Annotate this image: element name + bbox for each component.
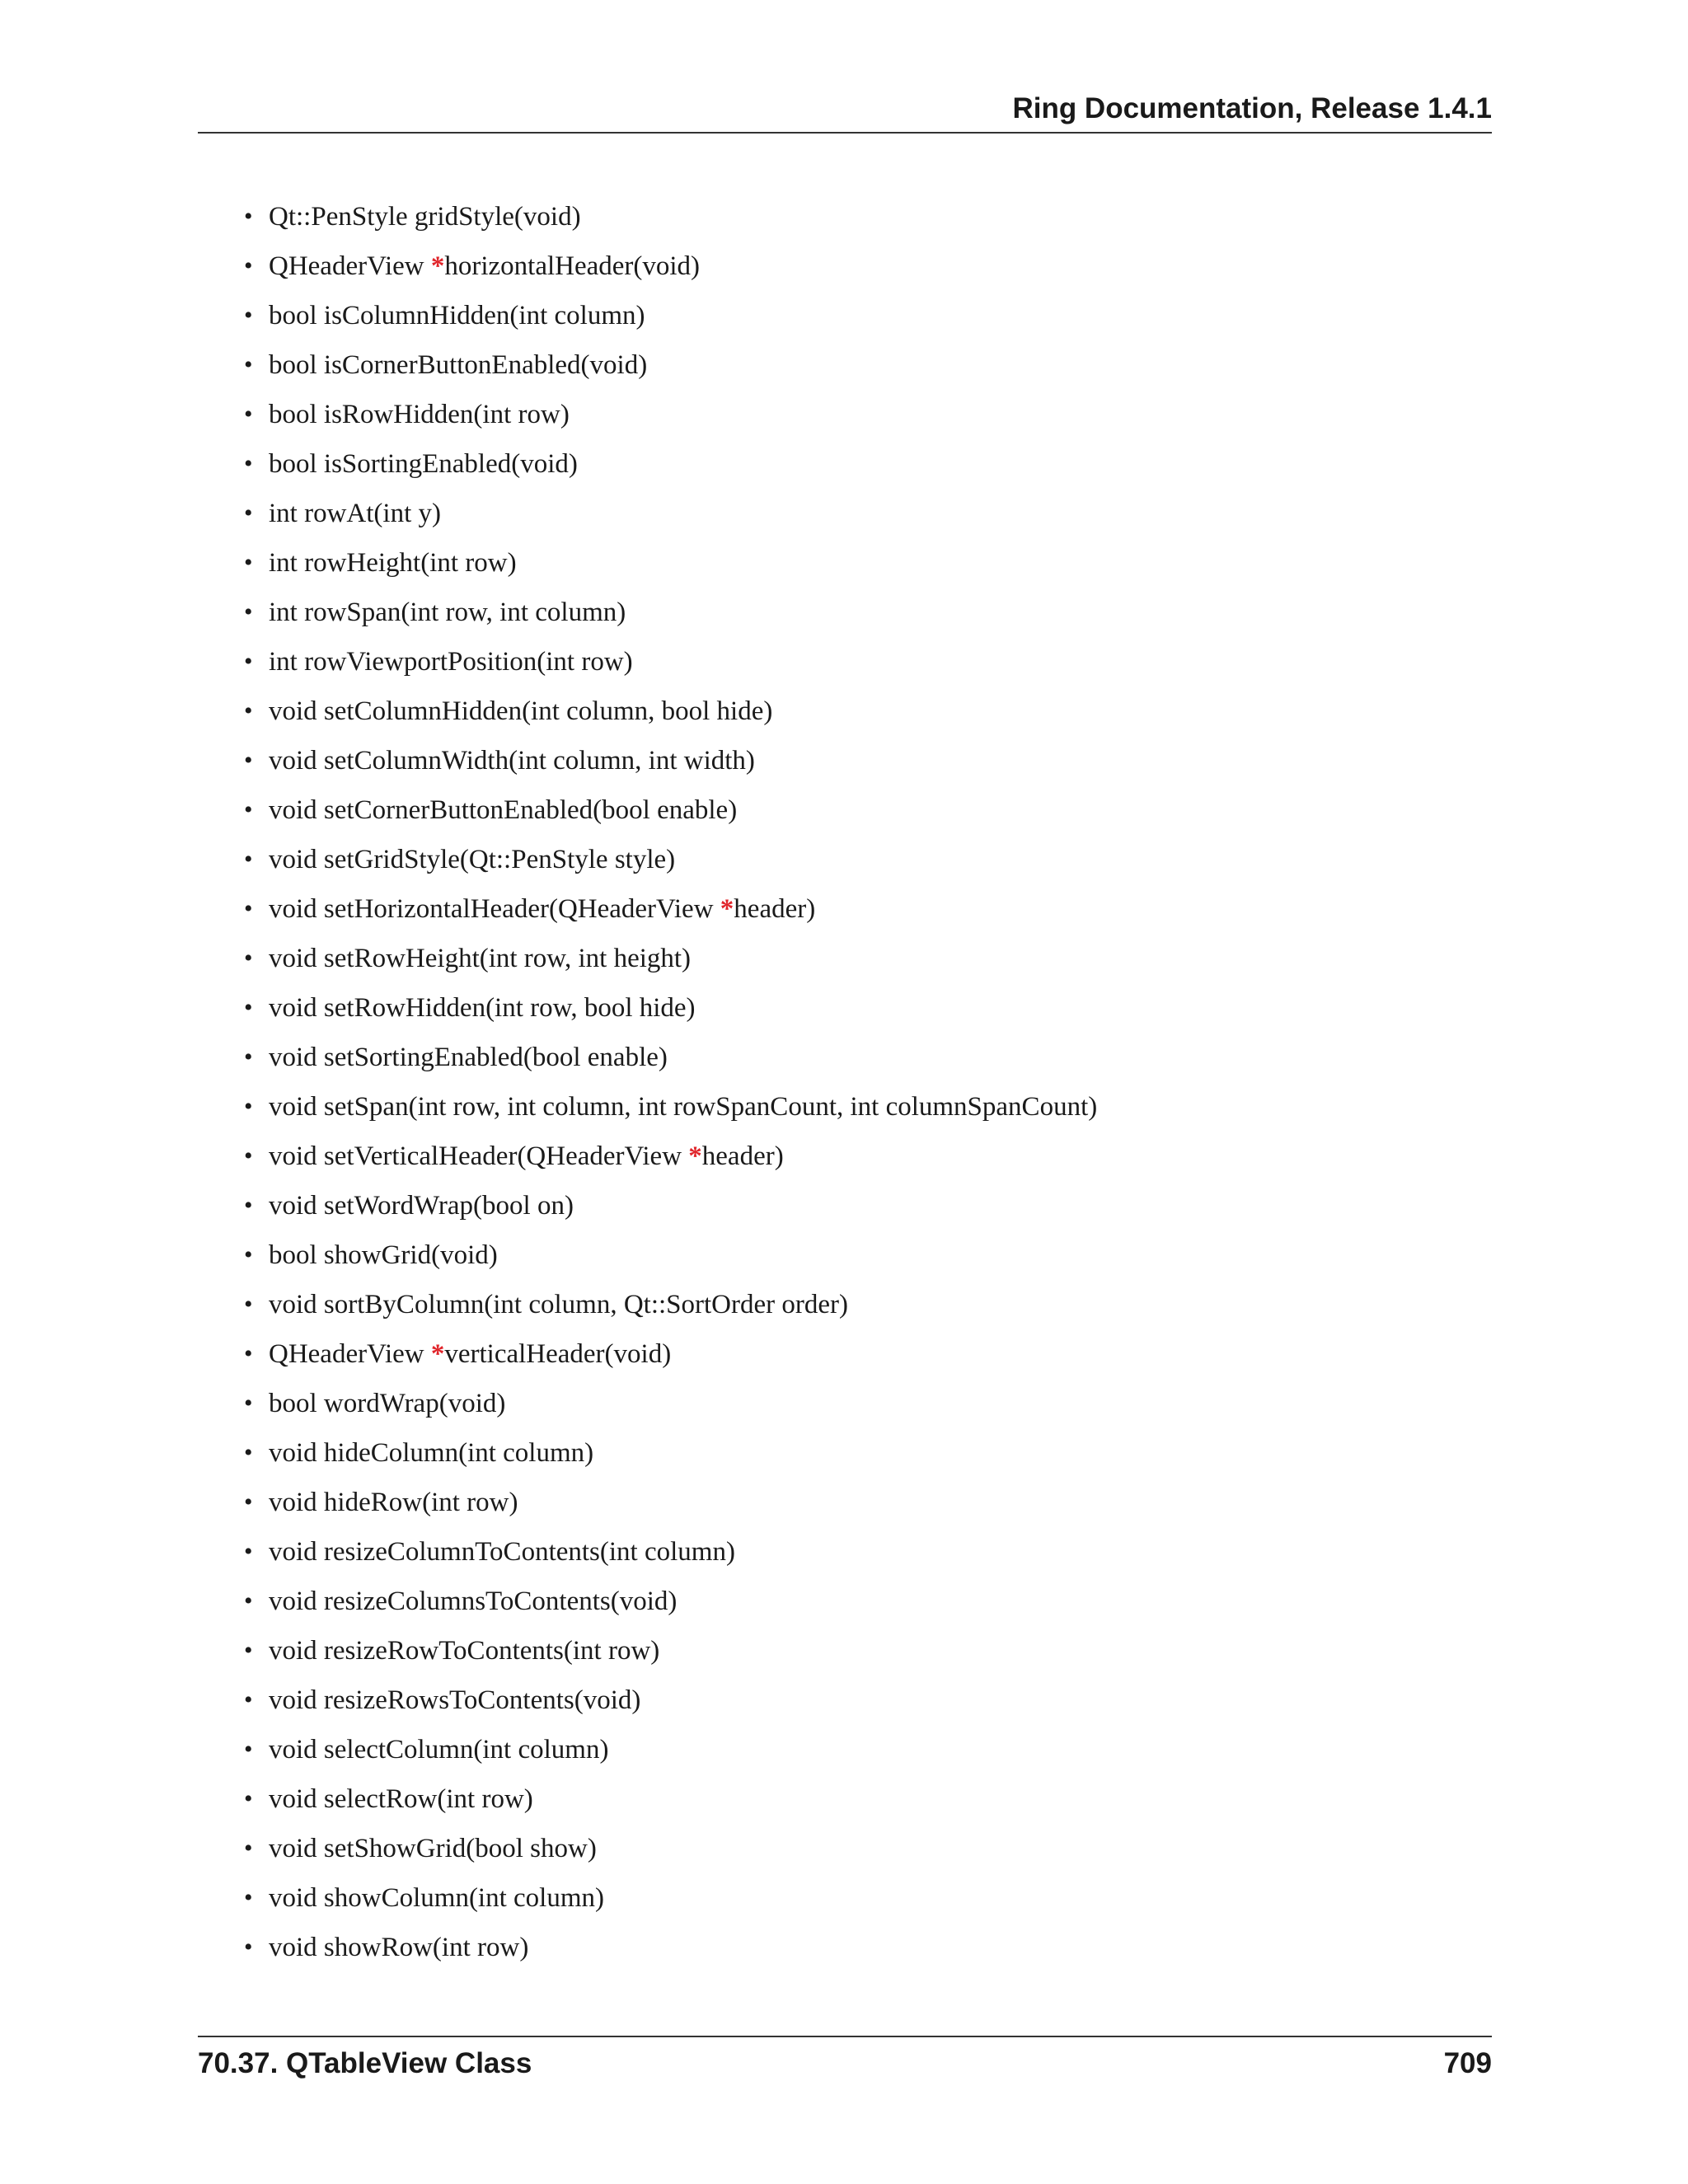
list-item xyxy=(244,1033,1097,1082)
bullet-icon: • xyxy=(244,450,253,477)
bullet-icon: • xyxy=(244,796,253,823)
pointer-asterisk: * xyxy=(430,1339,445,1369)
bullet-icon: • xyxy=(244,401,253,428)
method-signature: void showColumn(int column) xyxy=(269,1883,604,1913)
method-signature: QHeaderView xyxy=(269,251,431,281)
list-item xyxy=(244,983,1097,1033)
bullet-icon: • xyxy=(244,1093,253,1120)
list-item xyxy=(244,736,1097,785)
bullet-icon: • xyxy=(244,994,253,1021)
method-signature: void setVerticalHeader(QHeaderView xyxy=(269,1141,689,1171)
bullet-icon: • xyxy=(244,648,253,675)
method-signature: QHeaderView xyxy=(269,1339,431,1369)
bullet-icon: • xyxy=(244,1736,253,1763)
list-item xyxy=(244,1132,1097,1181)
bullet-icon: • xyxy=(244,302,253,329)
list-item xyxy=(244,1379,1097,1428)
list-item xyxy=(244,1577,1097,1626)
method-signature: void setSpan(int row, int column, int rowSpanCount, int columnSpanCount) xyxy=(269,1092,1098,1122)
bullet-icon: • xyxy=(244,1142,253,1169)
bullet-icon: • xyxy=(244,697,253,724)
list-item xyxy=(244,439,1097,489)
method-signature: bool wordWrap(void) xyxy=(269,1389,506,1418)
bullet-icon: • xyxy=(244,1587,253,1615)
method-signature: void setColumnWidth(int column, int width) xyxy=(269,746,755,776)
list-item xyxy=(244,1824,1097,1873)
list-item xyxy=(244,192,1097,241)
method-signature: void hideColumn(int column) xyxy=(269,1438,594,1468)
bullet-icon: • xyxy=(244,1043,253,1071)
method-signature-rest: horizontalHeader(void) xyxy=(444,251,701,281)
bullet-icon: • xyxy=(244,1637,253,1664)
bullet-icon: • xyxy=(244,895,253,922)
method-list xyxy=(244,192,1097,1972)
bullet-icon: • xyxy=(244,351,253,378)
bullet-icon: • xyxy=(244,1686,253,1713)
list-item xyxy=(244,1181,1097,1230)
method-signature: int rowHeight(int row) xyxy=(269,548,517,578)
page-footer xyxy=(198,2036,1492,2087)
method-signature: bool isCornerButtonEnabled(void) xyxy=(269,350,648,380)
method-signature: int rowSpan(int row, int column) xyxy=(269,598,626,627)
method-signature: bool showGrid(void) xyxy=(269,1240,498,1270)
list-item xyxy=(244,1280,1097,1329)
bullet-icon: • xyxy=(244,549,253,576)
method-signature: void resizeRowToContents(int row) xyxy=(269,1636,660,1666)
bullet-icon: • xyxy=(244,1933,253,1961)
list-item xyxy=(244,538,1097,588)
list-item xyxy=(244,884,1097,934)
method-signature-rest: verticalHeader(void) xyxy=(444,1339,672,1369)
method-signature: void resizeRowsToContents(void) xyxy=(269,1685,641,1715)
list-item xyxy=(244,785,1097,835)
bullet-icon: • xyxy=(244,252,253,279)
method-signature: void setHorizontalHeader(QHeaderView xyxy=(269,894,720,924)
method-signature: void selectRow(int row) xyxy=(269,1784,533,1814)
method-signature: int rowAt(int y) xyxy=(269,499,441,528)
pointer-asterisk: * xyxy=(430,251,445,281)
list-item xyxy=(244,1725,1097,1774)
method-signature: int rowViewportPosition(int row) xyxy=(269,647,633,677)
bullet-icon: • xyxy=(244,1390,253,1417)
method-signature: void sortByColumn(int column, Qt::SortOrder order) xyxy=(269,1290,849,1319)
page-number: 709 xyxy=(1443,2047,1492,2079)
bullet-icon: • xyxy=(244,1835,253,1862)
list-item xyxy=(244,637,1097,687)
method-signature: void hideRow(int row) xyxy=(269,1488,518,1517)
list-item xyxy=(244,291,1097,340)
document-title: Ring Documentation, Release 1.4.1 xyxy=(1012,92,1492,124)
list-item xyxy=(244,934,1097,983)
method-signature: void setGridStyle(Qt::PenStyle style) xyxy=(269,845,676,874)
method-signature-rest: header) xyxy=(701,1141,784,1171)
method-signature: bool isColumnHidden(int column) xyxy=(269,301,645,330)
list-item xyxy=(244,687,1097,736)
list-item xyxy=(244,489,1097,538)
list-item xyxy=(244,1478,1097,1527)
method-signature: void setRowHidden(int row, bool hide) xyxy=(269,993,696,1023)
bullet-icon: • xyxy=(244,203,253,230)
list-item xyxy=(244,1329,1097,1379)
list-item xyxy=(244,1626,1097,1675)
method-signature: void selectColumn(int column) xyxy=(269,1735,609,1765)
list-item xyxy=(244,1428,1097,1478)
bullet-icon: • xyxy=(244,1785,253,1812)
list-item xyxy=(244,1774,1097,1824)
bullet-icon: • xyxy=(244,846,253,873)
list-item xyxy=(244,588,1097,637)
page-header xyxy=(198,91,1492,134)
bullet-icon: • xyxy=(244,747,253,774)
bullet-icon: • xyxy=(244,499,253,527)
bullet-icon: • xyxy=(244,1241,253,1268)
bullet-icon: • xyxy=(244,1884,253,1911)
list-item xyxy=(244,241,1097,291)
method-signature: void setWordWrap(bool on) xyxy=(269,1191,574,1221)
method-signature: bool isRowHidden(int row) xyxy=(269,400,570,429)
bullet-icon: • xyxy=(244,1488,253,1516)
list-item xyxy=(244,1082,1097,1132)
list-item xyxy=(244,1675,1097,1725)
list-item xyxy=(244,390,1097,439)
method-signature: Qt::PenStyle gridStyle(void) xyxy=(269,202,581,232)
bullet-icon: • xyxy=(244,1538,253,1565)
bullet-icon: • xyxy=(244,1192,253,1219)
method-signature: void setRowHeight(int row, int height) xyxy=(269,944,692,973)
list-item xyxy=(244,1230,1097,1280)
section-reference: 70.37. QTableView Class xyxy=(198,2047,532,2079)
method-signature: void setColumnHidden(int column, bool hide) xyxy=(269,696,773,726)
list-item xyxy=(244,1923,1097,1972)
method-signature: bool isSortingEnabled(void) xyxy=(269,449,578,479)
bullet-icon: • xyxy=(244,944,253,972)
method-signature: void setCornerButtonEnabled(bool enable) xyxy=(269,795,738,825)
bullet-icon: • xyxy=(244,1340,253,1367)
method-signature: void showRow(int row) xyxy=(269,1933,529,1962)
method-signature-rest: header) xyxy=(734,894,816,924)
method-signature: void resizeColumnToContents(int column) xyxy=(269,1537,735,1567)
bullet-icon: • xyxy=(244,1439,253,1466)
pointer-asterisk: * xyxy=(720,894,734,924)
list-item xyxy=(244,340,1097,390)
bullet-icon: • xyxy=(244,598,253,626)
pointer-asterisk: * xyxy=(688,1141,702,1171)
list-item xyxy=(244,835,1097,884)
method-signature: void resizeColumnsToContents(void) xyxy=(269,1586,678,1616)
method-signature: void setShowGrid(bool show) xyxy=(269,1834,597,1863)
bullet-icon: • xyxy=(244,1291,253,1318)
method-signature: void setSortingEnabled(bool enable) xyxy=(269,1043,668,1072)
list-item xyxy=(244,1527,1097,1577)
list-item xyxy=(244,1873,1097,1923)
